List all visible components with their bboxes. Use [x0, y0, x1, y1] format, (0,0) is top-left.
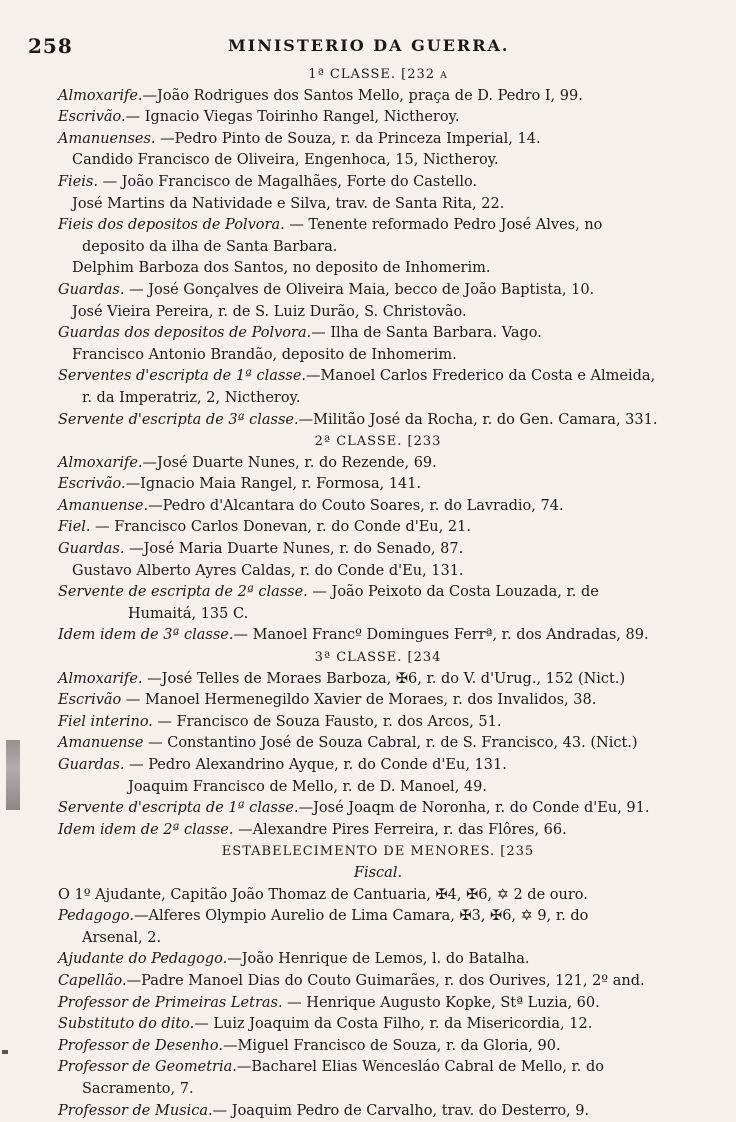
entry-role: Fiel.	[58, 519, 91, 535]
entry-line	[58, 410, 698, 432]
entry-line	[58, 928, 698, 950]
entry-role: Idem idem de 3ª classe.	[58, 627, 233, 643]
entry-text: José Martins da Natividade e Silva, trav. de Santa Rita, 22.	[72, 196, 504, 212]
entry-role: Escrivão	[58, 692, 121, 708]
entry-role: Amanuense.	[58, 498, 148, 514]
entry-text: — Luiz Joaquim da Costa Filho, r. da Misericordia, 12.	[194, 1016, 592, 1032]
entry-text: Humaitá, 135 C.	[128, 606, 248, 622]
entry-text: — Pedro Alexandrino Ayque, r. do Conde d'Eu, 131.	[124, 757, 506, 773]
entry-line	[58, 820, 698, 842]
entry-line	[58, 323, 698, 345]
entry-text: Delphim Barboza dos Santos, no deposito de Inhomerim.	[72, 260, 490, 276]
entry-text: Gustavo Alberto Ayres Caldas, r. do Conde d'Eu, 131.	[72, 563, 464, 579]
entry-text: — José Gonçalves de Oliveira Maia, becco de João Baptista, 10.	[124, 282, 594, 298]
entry-text: Francisco Antonio Brandão, deposito de Inhomerim.	[72, 347, 457, 363]
entry-role: Professor de Primeiras Letras.	[58, 995, 283, 1011]
entry-line	[58, 517, 698, 539]
entry-text: José Vieira Pereira, r. de S. Luiz Durão, S. Christovão.	[72, 304, 467, 320]
entry-role: Servente de escripta de 2ª classe.	[58, 584, 308, 600]
entry-line	[58, 1014, 698, 1036]
entry-role: Escrivão.	[58, 109, 126, 125]
entry-text: — João Peixoto da Costa Louzada, r. de	[308, 584, 599, 600]
entry-role: Professor de Musica.	[58, 1103, 213, 1119]
entry-text: — Ignacio Viegas Toirinho Rangel, Nictheroy.	[126, 109, 460, 125]
entry-role: Guardas.	[58, 757, 124, 773]
entry-line	[58, 129, 698, 151]
entry-text: Sacramento, 7.	[82, 1081, 194, 1097]
entry-line	[58, 582, 698, 604]
entry-role: Pedagogo.	[58, 908, 134, 924]
entry-text: r. da Imperatriz, 2, Nictheroy.	[82, 390, 300, 406]
entry-line	[58, 777, 698, 799]
entry-line	[58, 107, 698, 129]
entry-line	[58, 993, 698, 1015]
scan-artifact	[6, 740, 20, 810]
entry-role: Servente d'escripta de 3ª classe.	[58, 412, 299, 428]
section-heading: 2ª CLASSE. [233	[58, 431, 698, 453]
section-heading: 1ª CLASSE. [232 a	[58, 64, 698, 86]
entry-line	[58, 625, 698, 647]
entry-text: — Francisco Carlos Donevan, r. do Conde d'Eu, 21.	[91, 519, 471, 535]
entry-role: Amanuense	[58, 735, 144, 751]
entry-role: Fieis dos depositos de Polvora.	[58, 217, 285, 233]
entry-line	[58, 366, 698, 388]
entry-text: O 1º Ajudante, Capitão João Thomaz de Cantuaria, ✠4, ✠6, ✡ 2 de ouro.	[58, 887, 588, 903]
entry-line	[58, 885, 698, 907]
entry-line	[58, 755, 698, 777]
section-subheading: Fiscal.	[58, 863, 698, 885]
document-body	[58, 64, 698, 1122]
entry-line	[58, 474, 698, 496]
entry-text: —Alexandre Pires Ferreira, r. das Flôres, 66.	[233, 822, 566, 838]
entry-text: — Manoel Hermenegildo Xavier de Moraes, r. dos Invalidos, 38.	[121, 692, 596, 708]
entry-line	[58, 798, 698, 820]
scan-artifact	[2, 1050, 8, 1054]
entry-text: —Militão José da Rocha, r. do Gen. Camara, 331.	[299, 412, 658, 428]
entry-text: Arsenal, 2.	[82, 930, 161, 946]
entry-line	[58, 1101, 698, 1122]
entry-line	[58, 1079, 698, 1101]
entry-text: —Alferes Olympio Aurelio de Lima Camara, ✠3, ✠6, ✡ 9, r. do	[134, 908, 588, 924]
entry-text: — Tenente reformado Pedro José Alves, no	[285, 217, 603, 233]
entry-line	[58, 690, 698, 712]
entry-role: Fiel interino.	[58, 714, 153, 730]
entry-line	[58, 949, 698, 971]
entry-line	[58, 280, 698, 302]
entry-line	[58, 172, 698, 194]
entry-line	[58, 906, 698, 928]
entry-role: Substituto do dito.	[58, 1016, 194, 1032]
entry-line	[58, 1036, 698, 1058]
entry-role: Almoxarife.	[58, 455, 143, 471]
entry-role: Ajudante do Pedagogo.	[58, 951, 227, 967]
entry-line	[58, 1057, 698, 1079]
entry-role: Guardas.	[58, 282, 124, 298]
running-title: MINISTERIO DA GUERRA.	[228, 36, 510, 55]
page-number: 258	[28, 34, 73, 58]
section-heading: ESTABELECIMENTO DE MENORES. [235	[58, 841, 698, 863]
entry-text: — Manoel Francº Domingues Ferrª, r. dos Andradas, 89.	[233, 627, 648, 643]
entry-text: —Ignacio Maia Rangel, r. Formosa, 141.	[126, 476, 421, 492]
entry-line	[58, 258, 698, 280]
entry-role: Professor de Geometria.	[58, 1059, 237, 1075]
entry-text: — Ilha de Santa Barbara. Vago.	[311, 325, 542, 341]
entry-role: Escrivão.	[58, 476, 126, 492]
entry-role: Guardas dos depositos de Polvora.	[58, 325, 311, 341]
entry-role: Serventes d'escripta de 1ª classe.	[58, 368, 306, 384]
entry-text: —Miguel Francisco de Souza, r. da Gloria, 90.	[223, 1038, 561, 1054]
entry-line	[58, 302, 698, 324]
entry-text: —Pedro Pinto de Souza, r. da Princeza Imperial, 14.	[156, 131, 541, 147]
entry-line	[58, 194, 698, 216]
entry-line	[58, 86, 698, 108]
entry-line	[58, 669, 698, 691]
entry-role: Capellão.	[58, 973, 127, 989]
entry-line	[58, 561, 698, 583]
entry-role: Servente d'escripta de 1ª classe.	[58, 800, 299, 816]
entry-line	[58, 712, 698, 734]
page-header	[28, 34, 708, 56]
entry-text: — Constantino José de Souza Cabral, r. de S. Francisco, 43. (Nict.)	[144, 735, 638, 751]
entry-text: —Bacharel Elias Wencesláo Cabral de Mello, r. do	[237, 1059, 604, 1075]
entry-role: Idem idem de 2ª classe.	[58, 822, 233, 838]
entry-role: Almoxarife.	[58, 671, 143, 687]
entry-line	[58, 496, 698, 518]
entry-role: Professor de Desenho.	[58, 1038, 223, 1054]
entry-text: Candido Francisco de Oliveira, Engenhoca, 15, Nictheroy.	[72, 152, 499, 168]
entry-line	[58, 345, 698, 367]
entry-text: —José Telles de Moraes Barboza, ✠6, r. do V. d'Urug., 152 (Nict.)	[143, 671, 626, 687]
entry-role: Almoxarife.	[58, 88, 143, 104]
entry-text: deposito da ilha de Santa Barbara.	[82, 239, 337, 255]
entry-text: —José Joaqm de Noronha, r. do Conde d'Eu, 91.	[299, 800, 650, 816]
entry-line	[58, 388, 698, 410]
entry-line	[58, 971, 698, 993]
section-heading: 3ª CLASSE. [234	[58, 647, 698, 669]
entry-text: —João Henrique de Lemos, l. do Batalha.	[227, 951, 529, 967]
entry-text: — João Francisco de Magalhães, Forte do Castello.	[98, 174, 477, 190]
entry-role: Guardas.	[58, 541, 124, 557]
entry-text: — Francisco de Souza Fausto, r. dos Arcos, 51.	[153, 714, 502, 730]
entry-line	[58, 539, 698, 561]
entry-text: — Henrique Augusto Kopke, Stª Luzia, 60.	[283, 995, 600, 1011]
entry-line	[58, 733, 698, 755]
entry-text: —Manoel Carlos Frederico da Costa e Almeida,	[306, 368, 655, 384]
entry-text: —João Rodrigues dos Santos Mello, praça de D. Pedro I, 99.	[143, 88, 583, 104]
entry-text: —José Duarte Nunes, r. do Rezende, 69.	[143, 455, 437, 471]
entry-line	[58, 150, 698, 172]
entry-line	[58, 215, 698, 237]
entry-text: Joaquim Francisco de Mello, r. de D. Manoel, 49.	[128, 779, 487, 795]
entry-text: —José Maria Duarte Nunes, r. do Senado, 87.	[124, 541, 463, 557]
entry-text: —Pedro d'Alcantara do Couto Soares, r. do Lavradio, 74.	[148, 498, 563, 514]
entry-role: Amanuenses.	[58, 131, 156, 147]
entry-text: — Joaquim Pedro de Carvalho, trav. do Desterro, 9.	[213, 1103, 589, 1119]
entry-text: —Padre Manoel Dias do Couto Guimarães, r. dos Ourives, 121, 2º and.	[127, 973, 645, 989]
entry-line	[58, 237, 698, 259]
entry-role: Fieis.	[58, 174, 98, 190]
entry-line	[58, 453, 698, 475]
entry-line	[58, 604, 698, 626]
